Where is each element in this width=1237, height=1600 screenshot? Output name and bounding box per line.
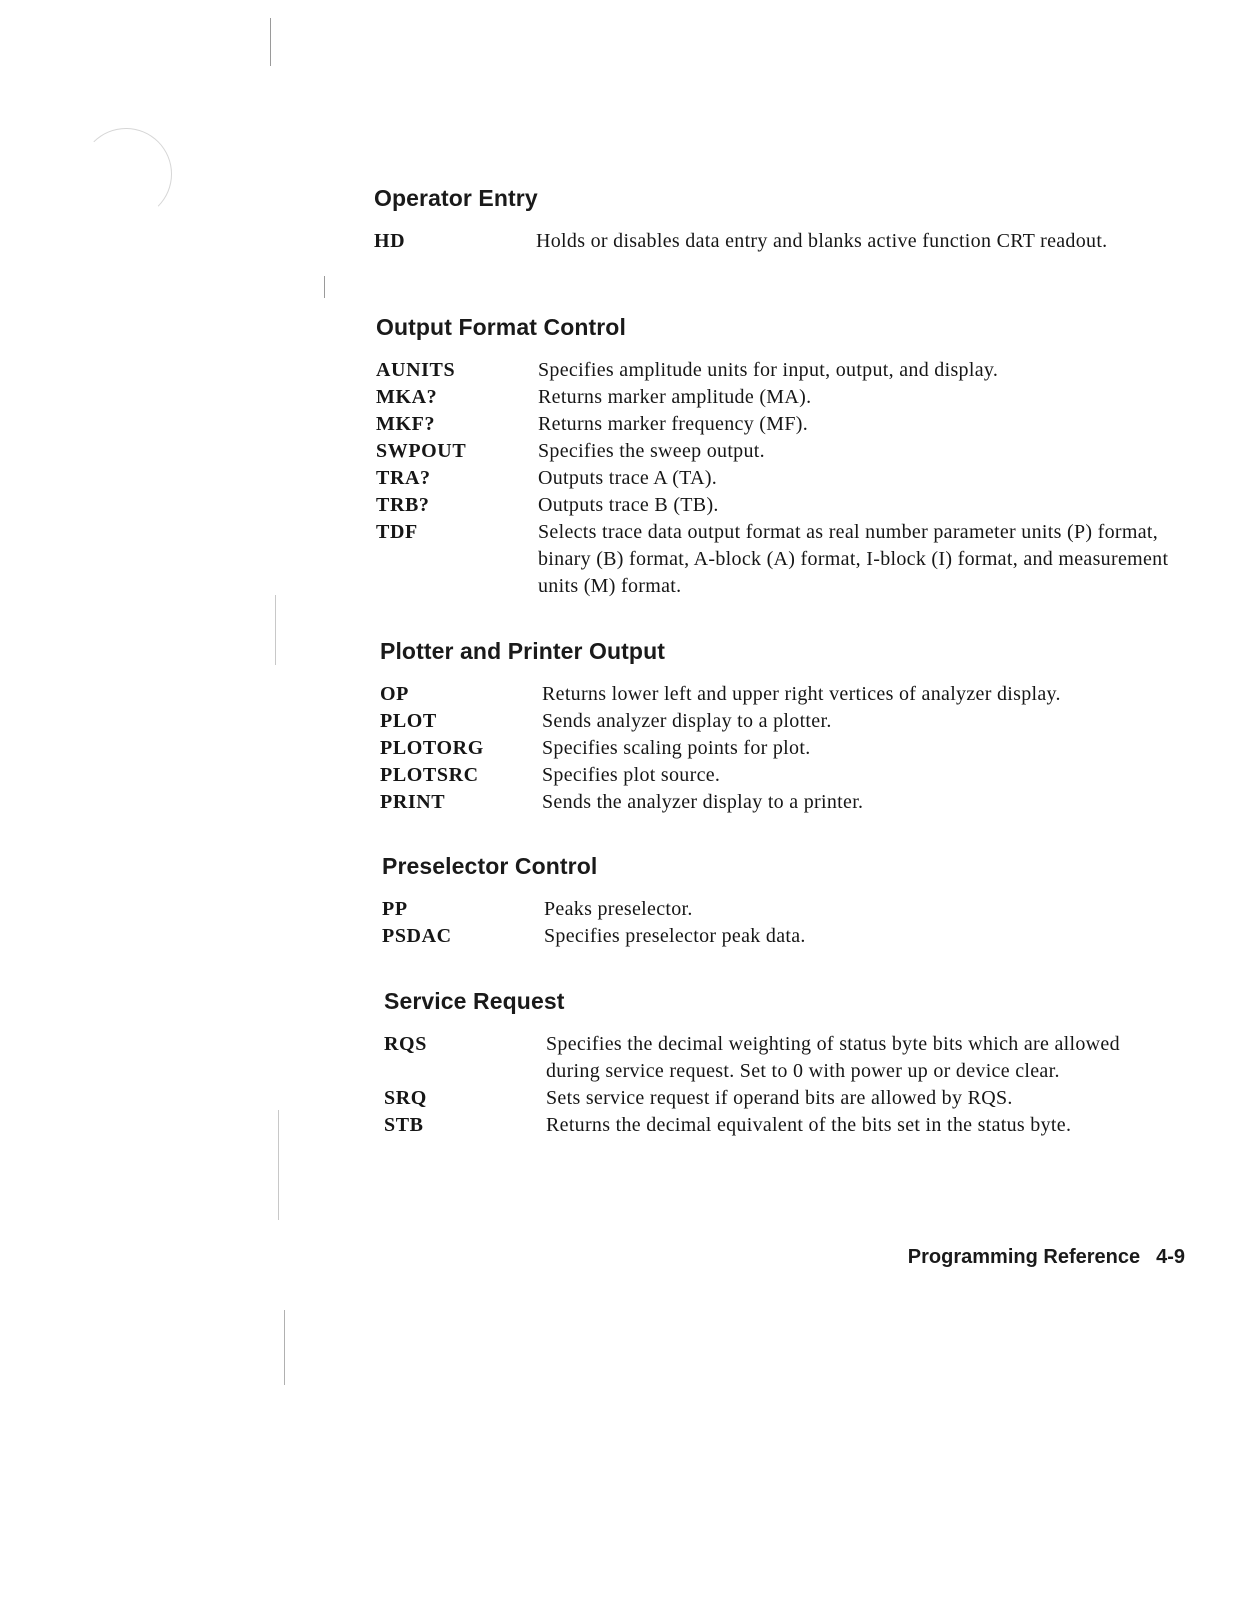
command-row [376, 492, 1196, 519]
command-description: Sends the analyzer display to a printer. [542, 791, 864, 813]
command-row [384, 1031, 1164, 1085]
binding-mark [270, 18, 271, 66]
footer-title: Programming Reference [907, 1246, 1141, 1268]
command-name: PRINT [380, 791, 446, 813]
command-name: MKF? [376, 413, 436, 435]
command-name: TRA? [376, 467, 431, 489]
command-row [380, 681, 1200, 708]
command-name: PLOTORG [380, 737, 484, 759]
section-preselector-control [382, 853, 1202, 950]
command-description: Sends analyzer display to a plotter. [542, 710, 832, 732]
command-description: Selects trace data output format as real number parameter units (P) format, binary (B) format, A-block (A) format, I-block (I) format, and measurement units (M) format. [538, 521, 1169, 597]
command-row [376, 357, 1196, 384]
command-row [376, 438, 1196, 465]
command-row [380, 762, 1200, 789]
command-row [384, 1085, 1164, 1112]
command-description: Outputs trace B (TB). [538, 494, 719, 516]
command-description: Specifies scaling points for plot. [542, 737, 811, 759]
section-service-request [384, 988, 1164, 1139]
binding-mark [275, 595, 276, 665]
section-heading: Plotter and Printer Output [380, 638, 665, 664]
command-row [376, 384, 1196, 411]
command-name: PLOT [380, 710, 437, 732]
command-name: HD [374, 230, 406, 252]
binding-mark [324, 276, 325, 298]
section-heading: Output Format Control [376, 314, 626, 340]
command-name: PLOTSRC [380, 764, 479, 786]
command-name: AUNITS [376, 359, 456, 381]
command-row [376, 465, 1196, 492]
command-name: PSDAC [382, 925, 452, 947]
section-heading: Operator Entry [374, 185, 538, 211]
command-description: Sets service request if operand bits are allowed by RQS. [546, 1087, 1013, 1109]
command-description: Specifies the decimal weighting of status byte bits which are allowed during service request. Set to 0 with power up or device clear. [546, 1033, 1120, 1082]
command-row [380, 735, 1200, 762]
command-description: Returns marker frequency (MF). [538, 413, 809, 435]
command-row [382, 896, 1202, 923]
command-description: Returns the decimal equivalent of the bits set in the status byte. [546, 1114, 1072, 1136]
command-description: Specifies plot source. [542, 764, 721, 786]
command-description: Outputs trace A (TA). [538, 467, 718, 489]
command-row [384, 1112, 1164, 1139]
command-description: Returns lower left and upper right vertices of analyzer display. [542, 683, 1061, 705]
page-footer [908, 1246, 1185, 1269]
section-plotter-printer-output [380, 638, 1200, 816]
command-row [376, 411, 1196, 438]
command-row [380, 708, 1200, 735]
command-name: SWPOUT [376, 440, 467, 462]
command-description: Holds or disables data entry and blanks active function CRT readout. [536, 230, 1108, 252]
binding-hole-mark [80, 128, 172, 220]
command-name: SRQ [384, 1087, 427, 1109]
command-row [374, 228, 1194, 255]
command-row [380, 789, 1200, 816]
command-description: Specifies preselector peak data. [544, 925, 806, 947]
command-name: STB [384, 1114, 424, 1136]
command-name: TDF [376, 521, 418, 543]
command-description: Specifies the sweep output. [538, 440, 765, 462]
binding-mark [284, 1310, 285, 1385]
command-name: OP [380, 683, 409, 705]
page-number: 4-9 [1156, 1246, 1185, 1268]
command-description: Peaks preselector. [544, 898, 693, 920]
command-description: Specifies amplitude units for input, output, and display. [538, 359, 999, 381]
command-name: TRB? [376, 494, 430, 516]
section-heading: Preselector Control [382, 853, 598, 879]
section-output-format-control [376, 314, 1196, 600]
command-name: RQS [384, 1033, 427, 1055]
section-heading: Service Request [384, 988, 565, 1014]
command-description: Returns marker amplitude (MA). [538, 386, 812, 408]
command-row [382, 923, 1202, 950]
binding-mark [278, 1110, 279, 1220]
section-operator-entry [374, 185, 1194, 255]
command-name: MKA? [376, 386, 438, 408]
command-row [376, 519, 1196, 600]
command-name: PP [382, 898, 408, 920]
